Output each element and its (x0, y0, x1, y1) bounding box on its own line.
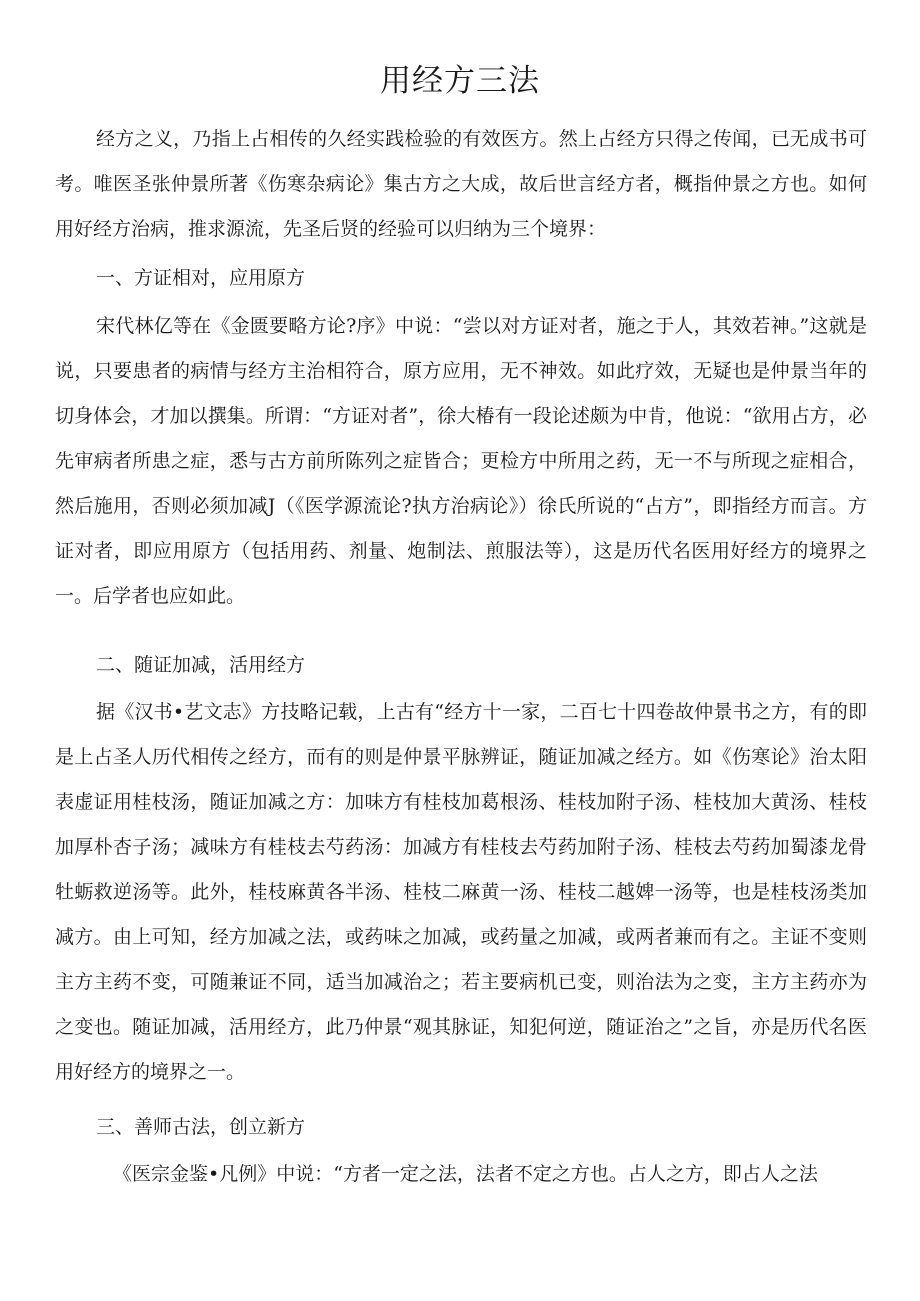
section-heading-1: 一、方证相对，应用原方 (96, 267, 306, 289)
section-1-paragraph: 宋代林亿等在《金匮要略方论?序》中说：“尝以对方证对者，施之于人，其效若神。”这就是说，只要患者的病情与经方主治相符合，原方应用，无不神效。如此疗效，无疑也是仲景当年的切身体会，才加以撰集。所谓：“方证对者”，徐大椿有一段论述颇为中肯，他说：“欲用占方，必先审病者所患之症，悉与古方前所陈列之症皆合；更检方中所用之药，无一不与所现之症相合，然后施用，否则必须加减J（《医学源流论?执方治病论》）徐氏所说的“占方”，即指经方而言。方证对者，即应用原方（包括用药、剂量、炮制法、煎服法等），这是历代名医用好经方的境界之一。后学者也应如此。 (55, 315, 867, 607)
section-2-paragraph: 据《汉书•艺文志》方技略记载，上古有“经方十一家，二百七十四卷故仲景书之方，有的即是上占圣人历代相传之经方，而有的则是仲景平脉辨证，随证加减之经方。如《伤寒论》治太阳表虚证用桂枝汤，随证加减之方：加味方有桂枝加葛根汤、桂枝加附子汤、桂枝加大黄汤、桂枝加厚朴杏子汤；减味方有桂枝去芍药汤：加减方有桂枝去芍药加附子汤、桂枝去芍药加蜀漆龙骨牡蛎救逆汤等。此外，桂枝麻黄各半汤、桂枝二麻黄一汤、桂枝二越婢一汤等，也是桂枝汤类加减方。由上可知，经方加减之法，或药味之加减，或药量之加减，或两者兼而有之。主证不变则主方主药不变，可随兼证不同，适当加减治之；若主要病机已变，则治法为之变，主方主药亦为之变也。随证加减，活用经方，此乃仲景“观其脉证，知犯何逆，随证治之”之旨，亦是历代名医用好经方的境界之一。 (55, 701, 867, 1083)
section-heading-3: 三、善师古法，创立新方 (96, 1116, 306, 1138)
document-title: 用经方三法 (380, 63, 540, 99)
section-heading-2: 二、随证加减，活用经方 (96, 654, 306, 676)
intro-paragraph: 经方之义，乃指上占相传的久经实践检验的有效医方。然上占经方只得之传闻，已无成书可考。唯医圣张仲景所著《伤寒杂病论》集古方之大成，故后世言经方者，概指仲景之方也。如何用好经方治病，推求源流，先圣后贤的经验可以归纳为三个境界： (55, 128, 867, 240)
section-3-paragraph: 《医宗金鉴•凡例》中说：“方者一定之法，法者不定之方也。占人之方，即占人之法 (113, 1163, 818, 1185)
